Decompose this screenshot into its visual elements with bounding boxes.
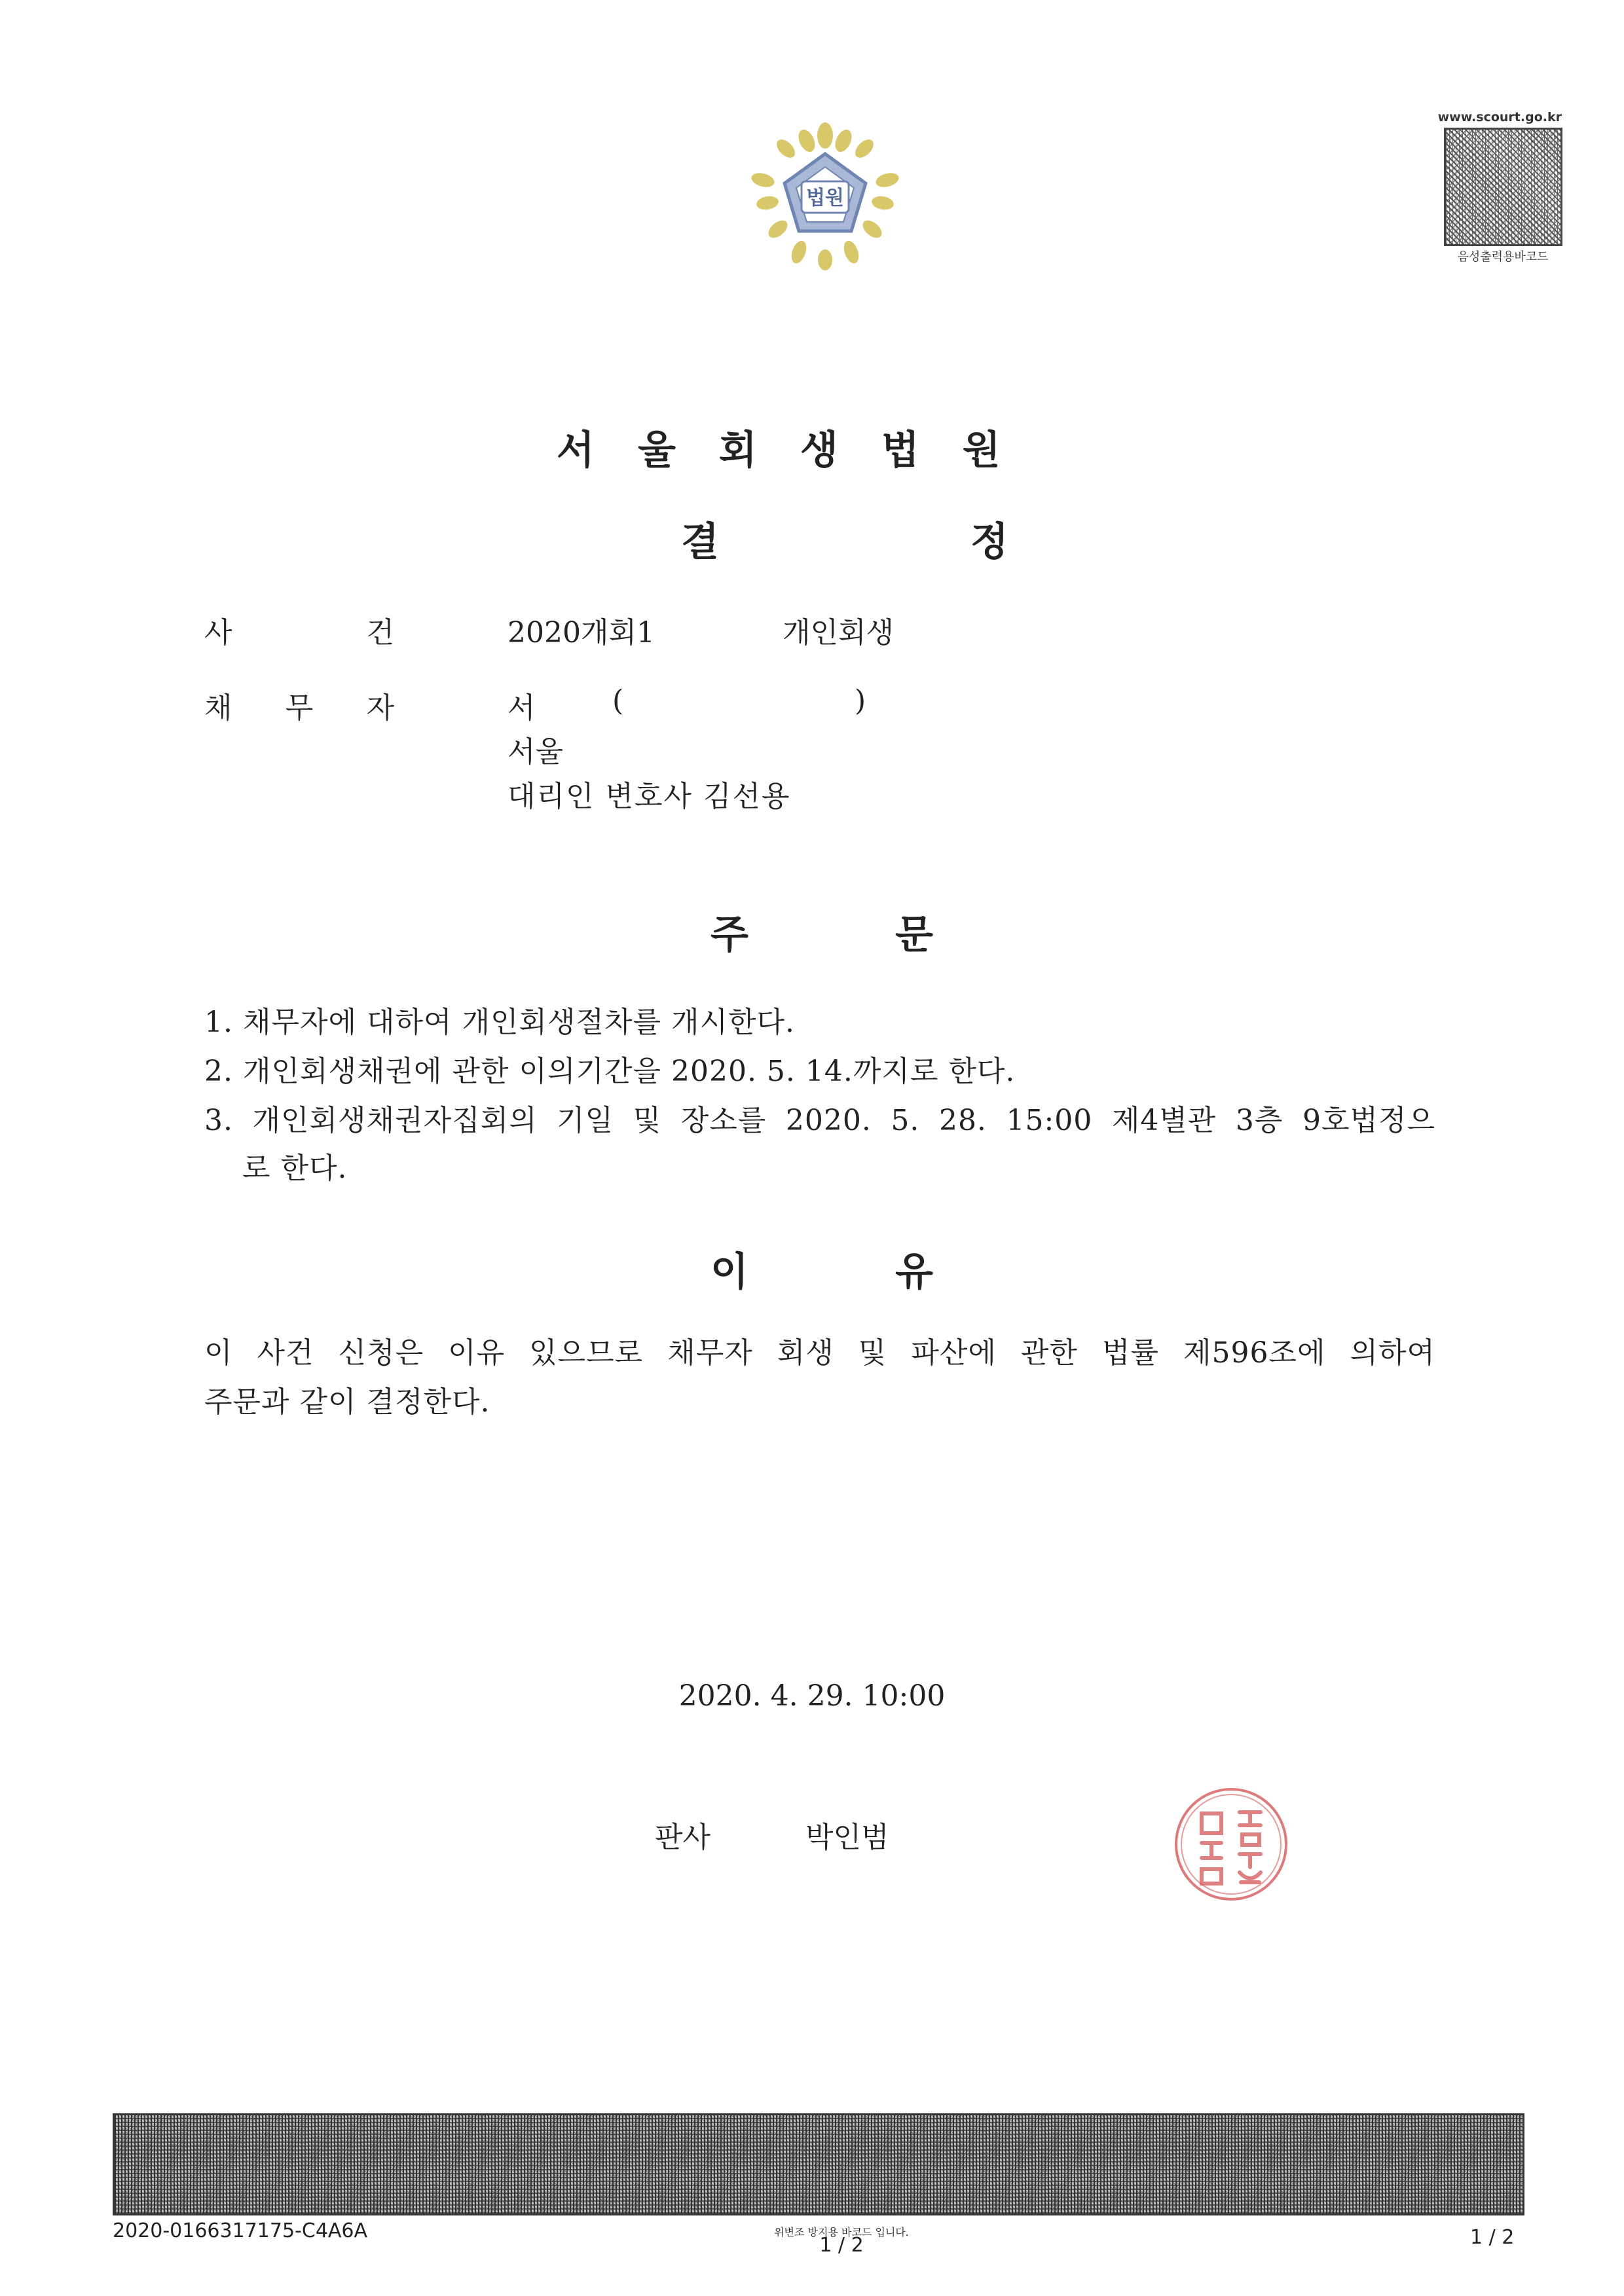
document-type (681, 511, 1008, 567)
debtor-label-char: 자 (366, 691, 394, 725)
case-kind: 개인회생 (783, 616, 895, 649)
case-number: 2020개회1 (507, 616, 655, 649)
decision-datetime: 2020. 4. 29. 10:00 (678, 1679, 946, 1713)
debtor-id-paren-close: ) (855, 684, 866, 718)
court-emblem-icon (747, 121, 904, 272)
judge-title: 판사 (655, 1821, 711, 1854)
page-number-right: 1 / 2 (1470, 2226, 1515, 2249)
order-item: 3. 개인회생채권자집회의 기일 및 장소를 2020. 5. 28. 15:00 제4별관 3층 9호법정으 (204, 1104, 1435, 1137)
debtor-name: 서 (507, 691, 536, 725)
barcode-note: 위변조 방지용 바코드 입니다. (774, 2226, 909, 2238)
order-heading-char: 문 (895, 912, 933, 958)
order-item: 1. 채무자에 대하여 개인회생절차를 개시한다. (204, 1006, 795, 1039)
debtor-label-char: 채 (204, 691, 232, 725)
reason-heading-char: 유 (895, 1249, 933, 1295)
anti-forgery-barcode (113, 2113, 1524, 2215)
emblem-text: 법원 (806, 187, 844, 210)
document-code: 2020-0166317175-C4A6A (113, 2219, 368, 2242)
case-label-char: 건 (366, 616, 394, 649)
document-type-char: 결 (681, 519, 719, 565)
qr-url: www.scourt.go.kr (1437, 110, 1562, 124)
court-name: 서울회생법원 (557, 428, 1044, 473)
reason-text: 주문과 같이 결정한다. (204, 1385, 490, 1419)
order-heading (710, 903, 933, 960)
reason-heading-char: 이 (710, 1249, 748, 1295)
reason-heading (710, 1241, 933, 1297)
debtor-label (204, 684, 394, 726)
judge-name: 박인범 (805, 1821, 889, 1854)
qr-label: 음성출력용바코드 (1457, 250, 1549, 264)
page-number-center: 1 / 2 (819, 2234, 864, 2257)
document-type-char: 정 (970, 519, 1008, 565)
order-item: 2. 개인회생채권에 관한 이의기간을 2020. 5. 14.까지로 한다. (204, 1055, 1016, 1088)
debtor-id-paren-open: ( (612, 684, 624, 718)
order-item-continuation: 로 한다. (242, 1152, 348, 1185)
order-heading-char: 주 (710, 912, 748, 958)
reason-text: 이 사건 신청은 이유 있으므로 채무자 회생 및 파산에 관한 법률 제596조에 의하여 (204, 1336, 1435, 1370)
case-label-char: 사 (204, 616, 232, 649)
judge-seal-stamp-icon (1169, 1781, 1293, 1908)
debtor-agent: 대리인 변호사 김선용 (507, 780, 791, 813)
case-label (204, 609, 394, 651)
debtor-address: 서울 (507, 735, 564, 769)
debtor-label-char: 무 (285, 691, 314, 725)
voice-output-qr-code (1444, 128, 1562, 246)
